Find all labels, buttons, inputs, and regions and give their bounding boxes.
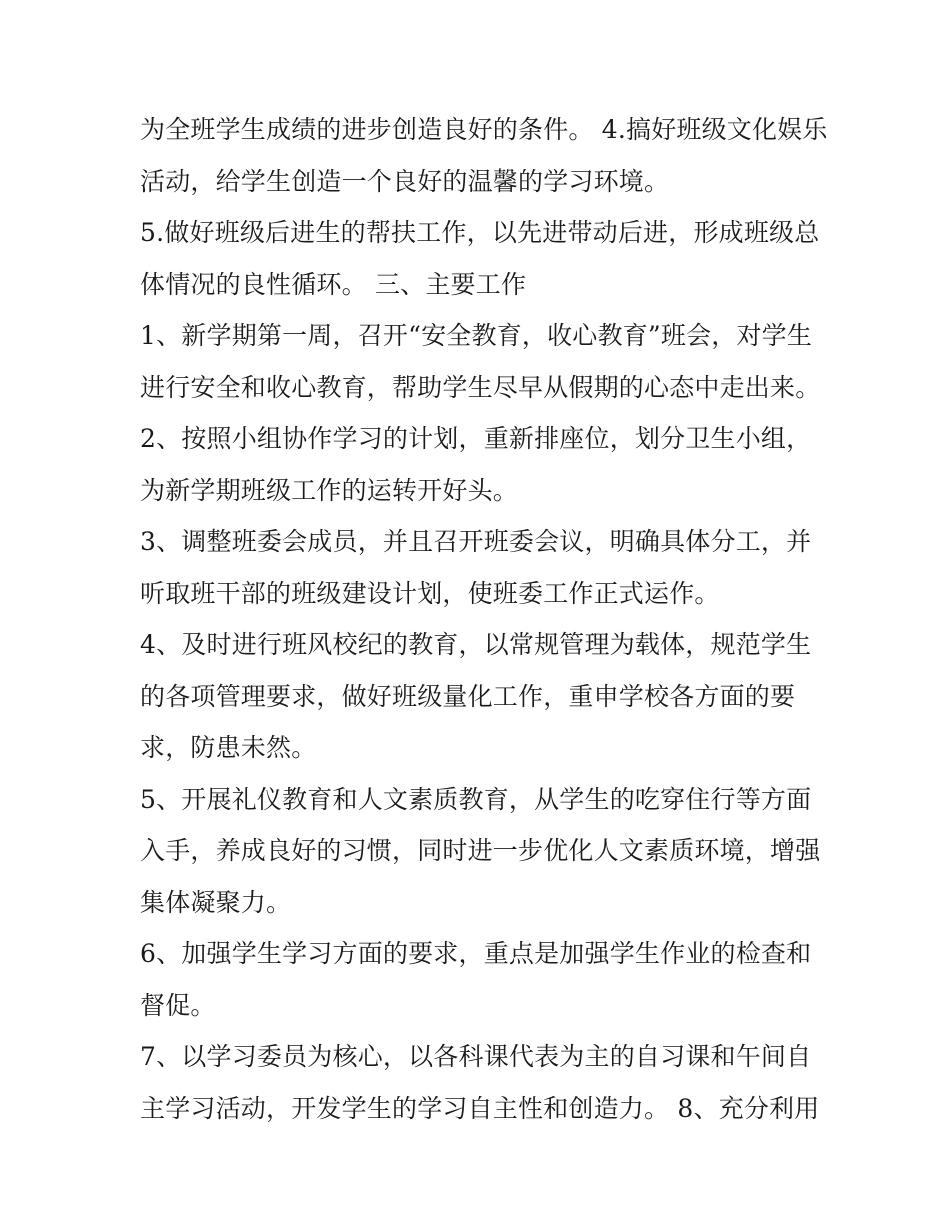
text-line: 2、按照小组协作学习的计划，重新排座位，划分卫生小组， [140,424,812,453]
text-line: 的各项管理要求，做好班级量化工作，重申学校各方面的要 [140,681,796,711]
text-line: 1、新学期第一周，召开“安全教育，收心教育”班会，对学生 [140,321,813,350]
text-line: 6、加强学生学习方面的要求，重点是加强学生作业的检查和 [140,939,812,968]
text-line: 4、及时进行班风校纪的教育，以常规管理为载体，规范学生 [140,630,812,659]
text-line: 5、开展礼仪教育和人文素质教育，从学生的吃穿住行等方面 [140,784,812,814]
text-line: 听取班干部的班级建设计划，使班委工作正式运作。 [140,578,720,608]
text-line: 进行安全和收心教育，帮助学生尽早从假期的心态中走出来。 [140,372,821,402]
text-line: 主学习活动，开发学生的学习自主性和创造力。 8、充分利用 [140,1093,820,1123]
document-body [140,104,828,1134]
text-line: 督促。 [140,990,216,1020]
text-line: 集体凝聚力。 [140,887,292,917]
text-line: 入手，养成良好的习惯，同时进一步优化人文素质环境，增强 [140,836,821,865]
text-line: 7、以学习委员为核心，以各科课代表为主的自习课和午间自 [140,1042,812,1071]
text-line: 体情况的良性循环。 三、主要工作 [140,269,527,299]
text-line: 活动，给学生创造一个良好的温馨的学习环境。 [140,166,670,196]
text-line: 求，防患未然。 [140,733,317,762]
text-line: 5.做好班级后进生的帮扶工作，以先进带动后进，形成班级总 [140,218,820,247]
text-line: 为全班学生成绩的进步创造良好的条件。 4.搞好班级文化娱乐 [140,115,828,144]
text-line: 为新学期班级工作的运转开好头。 [140,475,519,505]
text-line: 3、调整班委会成员，并且召开班委会议，明确具体分工，并 [140,527,812,556]
